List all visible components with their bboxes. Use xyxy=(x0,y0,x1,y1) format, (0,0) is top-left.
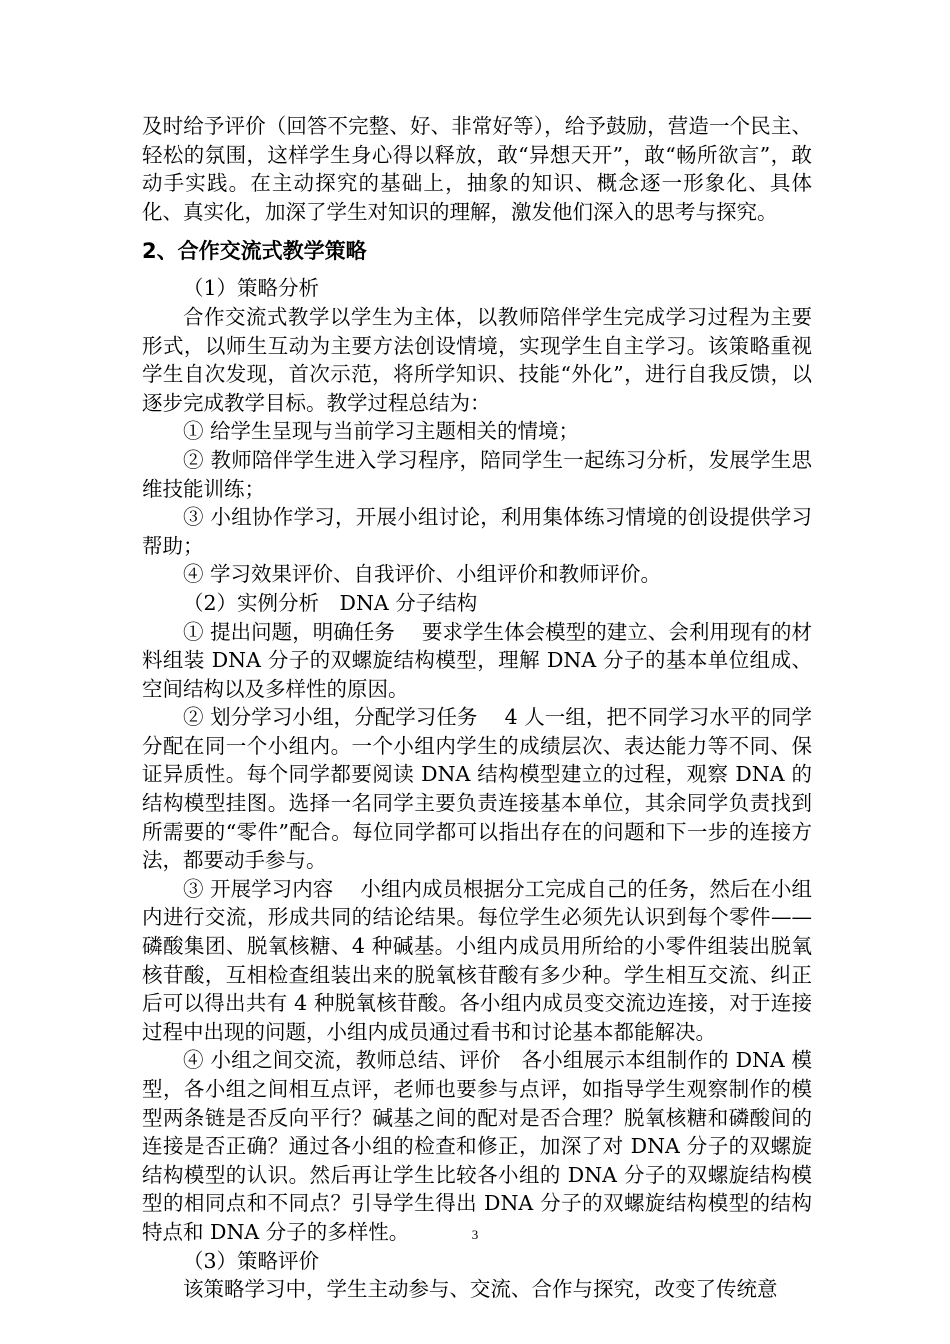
paragraph-continuation: 及时给予评价（回答不完整、好、非常好等），给予鼓励，营造一个民主、轻松的氛围，这样学生身心得以释放，敢“异想天开”，敢“畅所欲言”，敢动手实践。在主动探究的基础上，抽象的知识、概念逐一形象化、具体化、真实化，加深了学生对知识的理解，激发他们深入的思考与探究。 xyxy=(142,114,812,224)
paragraph: 该策略学习中，学生主动参与、交流、合作与探究，改变了传统意 xyxy=(183,1277,778,1302)
list-item: ① 给学生呈现与当前学习主题相关的情境； xyxy=(183,419,580,444)
subsection-title: （3）策略评价 xyxy=(183,1248,320,1273)
subsection-title: （2）实例分析 DNA 分子结构 xyxy=(183,590,478,615)
document-body xyxy=(142,112,812,1304)
list-item: ③ 小组协作学习，开展小组讨论，利用集体练习情境的创设提供学习帮助； xyxy=(142,505,812,558)
page-number: 3 xyxy=(471,1227,479,1242)
paragraph: ① 提出问题，明确任务 要求学生体会模型的建立、会利用现有的材料组装 DNA 分子的双螺旋结构模型，理解 DNA 分子的基本单位组成、空间结构以及多样性的原因。 xyxy=(142,619,812,701)
list-item: ② 教师陪伴学生进入学习程序，陪同学生一起练习分析，发展学生思维技能训练； xyxy=(142,447,812,501)
paragraph: 合作交流式教学以学生为主体，以教师陪伴学生完成学习过程为主要形式，以师生互动为主要方法创设情境，实现学生自主学习。该策略重视学生自次发现，首次示范，将所学知识、技能“外化”，进行自我反馈，以逐步完成教学目标。教学过程总结为： xyxy=(142,304,812,415)
paragraph: ② 划分学习小组，分配学习任务 4 人一组，把不同学习水平的同学分配在同一个小组内。一个小组内学生的成绩层次、表达能力等不同、保证异质性。每个同学都要阅读 DNA 结构模型建立的过程，观察 DNA 的结构模型挂图。选择一名同学主要负责连接基本单位，其余同学负责找到所需要的“零件”配合。每位同学都可以指出存在的问题和下一步的连接方法，都要动手参与。 xyxy=(142,705,812,873)
subsection-title: （1）策略分析 xyxy=(183,276,320,301)
section-heading: 2、合作交流式教学策略 xyxy=(142,239,367,264)
list-item: ④ 学习效果评价、自我评价、小组评价和教师评价。 xyxy=(183,562,662,587)
paragraph: ④ 小组之间交流，教师总结、评价 各小组展示本组制作的 DNA 模型，各小组之间相互点评，老师也要参与点评，如指导学生观察制作的模型两条链是否反向平行？碱基之间的配对是否合理？脱氧核糖和磷酸间的连接是否正确？通过各小组的检查和修正，加深了对 DNA 分子的双螺旋结构模型的认识。然后再让学生比较各小组的 DNA 分子的双螺旋结构模型的相同点和不同点？引导学生得出 DNA 分子的双螺旋结构模型的结构特点和 DNA 分子的多样性。 xyxy=(142,1048,812,1244)
paragraph: ③ 开展学习内容 小组内成员根据分工完成自己的任务，然后在小组内进行交流，形成共同的结论结果。每位学生必须先认识到每个零件——磷酸集团、脱氧核糖、4 种碱基。小组内成员用所给的小零件组装出脱氧核苷酸，互相检查组装出来的脱氧核苷酸有多少种。学生相互交流、纠正后可以得出共有 4 种脱氧核苷酸。各小组内成员变交流边连接，对于连接过程中出现的问题，小组内成员通过看书和讨论基本都能解决。 xyxy=(142,876,812,1044)
